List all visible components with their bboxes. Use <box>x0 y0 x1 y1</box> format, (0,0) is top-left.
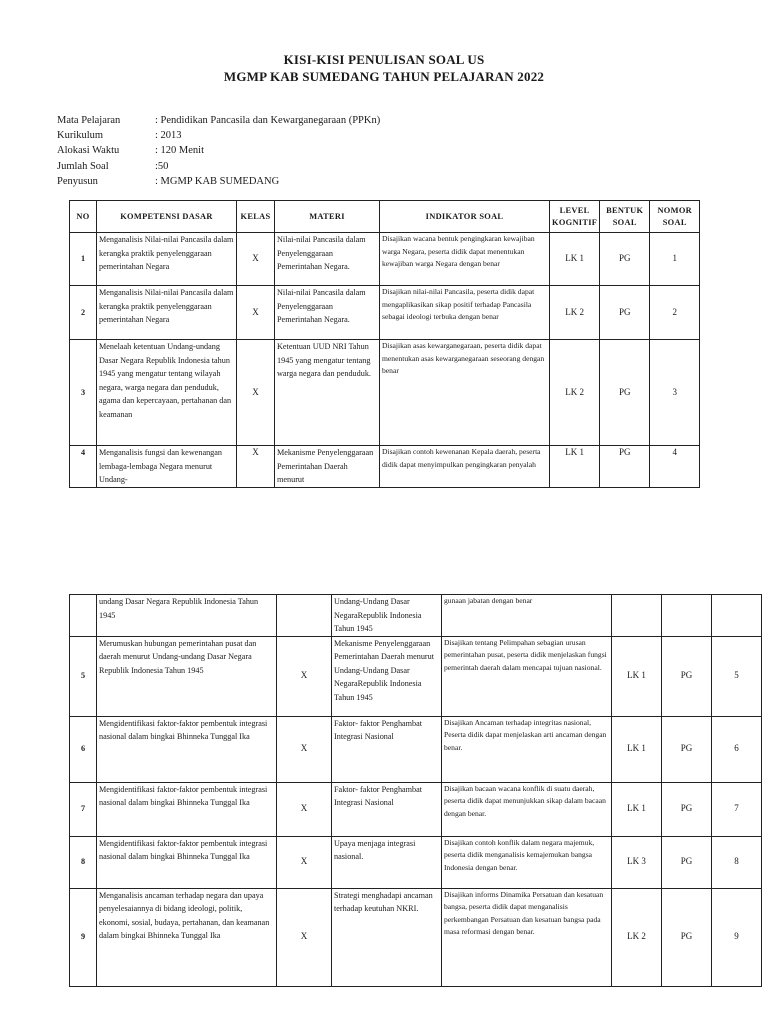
cell-kompetensi: Menganalisis fungsi dan kewenangan lembaga-lembaga Negara menurut Undang- <box>97 446 237 488</box>
cell-materi: Mekanisme Penyelenggaraan Pemerintahan Daerah menurut <box>275 446 380 488</box>
meta-value: : 2013 <box>155 130 182 142</box>
table-row <box>70 716 762 782</box>
cell-kompetensi: Menganalisis ancaman terhadap negara dan upaya penyelesaiannya di bidang ideologi, politik, ekonomi, sosial, budaya, pertahanan, dan keamanan dalam bingkai Bhinneka Tunggal Ika <box>97 888 277 986</box>
cell-bentuk: PG <box>662 836 712 888</box>
cell-bentuk: PG <box>600 286 650 340</box>
header-level: LEVEL KOGNITIF <box>550 201 600 233</box>
cell-kelas: X <box>277 716 332 782</box>
header-kompetensi: KOMPETENSI DASAR <box>97 201 237 233</box>
cell-no: 5 <box>70 636 97 716</box>
cell-nomor: 3 <box>650 340 700 446</box>
table-row <box>70 340 700 446</box>
document-title-line2: MGMP KAB SUMEDANG TAHUN PELAJARAN 2022 <box>223 69 545 84</box>
cell-indikator: Disajikan contoh konflik dalam negara majemuk, peserta didik menganalisis kemajemukan bangsa Indonesia dengan benar. <box>442 836 612 888</box>
cell-level: LK 1 <box>550 446 600 488</box>
table-row <box>70 782 762 836</box>
cell-no: 1 <box>70 233 97 286</box>
cell-indikator: Disajikan nilai-nilai Pancasila, peserta didik dapat mengaplikasikan sikap positif terhadap Pancasila sebagai ideologi terbuka dengan benar <box>380 286 550 340</box>
cell-nomor: 8 <box>712 836 762 888</box>
cell-indikator: Disajikan contoh kewenanan Kepala daerah, peserta didik dapat menyimpulkan pengingkaran penyalah <box>380 446 550 488</box>
cell-indikator: Disajikan Ancaman terhadap integritas nasional, Peserta didik dapat menjelaskan arti ancaman dengan benar. <box>442 716 612 782</box>
cell-level: LK 2 <box>550 340 600 446</box>
cell-no: 3 <box>70 340 97 446</box>
cell-level: LK 1 <box>612 636 662 716</box>
cell-no: 6 <box>70 716 97 782</box>
cell-kompetensi: Mengidentifikasi faktor-faktor pembentuk integrasi nasional dalam bingkai Bhinneka Tunggal Ika <box>97 836 277 888</box>
cell-level: LK 2 <box>550 286 600 340</box>
table-row <box>70 836 762 888</box>
cell-nomor: 1 <box>650 233 700 286</box>
meta-label: Alokasi Waktu <box>57 145 120 157</box>
cell-materi: Nilai-nilai Pancasila dalam Penyelenggaraan Pemerintahan Negara. <box>275 233 380 286</box>
header-no: NO <box>70 201 97 233</box>
header-nomor: NOMOR SOAL <box>650 201 700 233</box>
cell-materi: Upaya menjaga integrasi nasional. <box>332 836 442 888</box>
cell-kelas: X <box>237 446 275 488</box>
cell-nomor <box>712 595 762 637</box>
meta-value: : Pendidikan Pancasila dan Kewarganegaraan (PPKn) <box>155 115 381 126</box>
cell-kompetensi: Mengidentifikasi faktor-faktor pembentuk integrasi nasional dalam bingkai Bhinneka Tunggal Ika <box>97 782 277 836</box>
cell-materi: Undang-Undang Dasar NegaraRepublik Indonesia Tahun 1945 <box>332 595 442 637</box>
cell-level: LK 1 <box>550 233 600 286</box>
cell-kelas <box>277 595 332 637</box>
cell-level: LK 1 <box>612 782 662 836</box>
meta-value: : 120 Menit <box>155 145 204 157</box>
cell-bentuk <box>662 595 712 637</box>
cell-no: 8 <box>70 836 97 888</box>
cell-bentuk: PG <box>600 233 650 286</box>
meta-row <box>57 174 380 189</box>
table-header-row <box>70 201 700 233</box>
cell-no <box>70 595 97 637</box>
header-indikator: INDIKATOR SOAL <box>380 201 550 233</box>
cell-kelas: X <box>277 836 332 888</box>
cell-kompetensi: Menganalisis Nilai-nilai Pancasila dalam kerangka praktik penyelenggaraan pemerintahan Negara <box>97 286 237 340</box>
cell-indikator: Disajikan tentang Pelimpahan sebagian urusan pemerintahan pusat, peserta didik menjelaskan fungsi pemerintah daerah dalam mencapai tujuan nasional. <box>442 636 612 716</box>
cell-no: 9 <box>70 888 97 986</box>
meta-label: Mata Pelajaran <box>57 115 121 126</box>
cell-materi: Nilai-nilai Pancasila dalam Penyelenggaraan Pemerintahan Negara. <box>275 286 380 340</box>
cell-nomor: 9 <box>712 888 762 986</box>
kisi-kisi-table-page1 <box>69 200 700 488</box>
cell-materi: Faktor- faktor Penghambat Integrasi Nasional <box>332 782 442 836</box>
cell-bentuk: PG <box>662 636 712 716</box>
cell-kelas: X <box>277 636 332 716</box>
meta-row <box>57 143 380 158</box>
cell-no: 7 <box>70 782 97 836</box>
cell-materi: Ketentuan UUD NRI Tahun 1945 yang mengatur tentang warga negara dan penduduk. <box>275 340 380 446</box>
table-row <box>70 888 762 986</box>
cell-no: 2 <box>70 286 97 340</box>
cell-kelas: X <box>237 340 275 446</box>
cell-level: LK 1 <box>612 716 662 782</box>
cell-kompetensi: Merumuskan hubungan pemerintahan pusat dan daerah menurut Undang-undang Dasar Negara Republik Indonesia Tahun 1945 <box>97 636 277 716</box>
cell-bentuk: PG <box>662 782 712 836</box>
cell-nomor: 2 <box>650 286 700 340</box>
cell-bentuk: PG <box>662 888 712 986</box>
header-materi: MATERI <box>275 201 380 233</box>
cell-materi: Mekanisme Penyelenggaraan Pemerintahan Daerah menurut Undang-Undang Dasar NegaraRepublik Indonesia Tahun 1945 <box>332 636 442 716</box>
cell-kelas: X <box>277 888 332 986</box>
cell-nomor: 4 <box>650 446 700 488</box>
header-kelas: KELAS <box>237 201 275 233</box>
header-bentuk: BENTUK SOAL <box>600 201 650 233</box>
table-row <box>70 233 700 286</box>
meta-row <box>57 113 380 128</box>
cell-indikator: Disajikan bacaan wacana konflik di suatu daerah, peserta didik dapat menunjukkan sikap dalam bacaan dengan benar. <box>442 782 612 836</box>
cell-bentuk: PG <box>662 716 712 782</box>
meta-value: :50 <box>155 160 169 172</box>
cell-kelas: X <box>237 233 275 286</box>
document-title-line1: KISI-KISI PENULISAN SOAL US <box>283 52 485 67</box>
cell-kelas: X <box>277 782 332 836</box>
cell-nomor: 6 <box>712 716 762 782</box>
meta-label: Kurikulum <box>57 130 104 142</box>
cell-indikator: gunaan jabatan dengan benar <box>442 595 612 637</box>
cell-indikator: Disajikan asas kewarganegaraan, peserta didik dapat menentukan asas kewarganegaraan seseorang dengan benar <box>380 340 550 446</box>
meta-row <box>57 128 380 143</box>
cell-indikator: Disajikan informs Dinamika Persatuan dan kesatuan bangsa, peserta didik dapat menganalisis perkembangan Persatuan dan kesatuan bangsa pada masa reformasi dengan benar. <box>442 888 612 986</box>
document-metadata <box>57 113 380 189</box>
cell-level <box>612 595 662 637</box>
cell-kompetensi: undang Dasar Negara Republik Indonesia Tahun 1945 <box>97 595 277 637</box>
cell-level: LK 2 <box>612 888 662 986</box>
cell-materi: Faktor- faktor Penghambat Integrasi Nasional <box>332 716 442 782</box>
table-row <box>70 446 700 488</box>
cell-kompetensi: Mengidentifikasi faktor-faktor pembentuk integrasi nasional dalam bingkai Bhinneka Tunggal Ika <box>97 716 277 782</box>
cell-nomor: 7 <box>712 782 762 836</box>
cell-bentuk: PG <box>600 340 650 446</box>
cell-kompetensi: Menelaah ketentuan Undang-undang Dasar Negara Republik Indonesia tahun 1945 yang mengatur tentang wilayah negara, warga negara dan penduduk, agama dan kepercayaan, pertahanan dan keamanan <box>97 340 237 446</box>
meta-value: : MGMP KAB SUMEDANG <box>155 175 280 187</box>
meta-label: Jumlah Soal <box>57 160 109 172</box>
table-row <box>70 595 762 637</box>
cell-nomor: 5 <box>712 636 762 716</box>
cell-no: 4 <box>70 446 97 488</box>
cell-level: LK 3 <box>612 836 662 888</box>
cell-kompetensi: Menganalisis Nilai-nilai Pancasila dalam kerangka praktik penyelenggaraan pemerintahan Negara <box>97 233 237 286</box>
meta-row <box>57 159 380 174</box>
meta-label: Penyusun <box>57 175 98 187</box>
cell-bentuk: PG <box>600 446 650 488</box>
cell-indikator: Disajikan wacana bentuk pengingkaran kewajiban warga Negara, peserta didik dapat menentukan kewajiban warga Negara dengan benar <box>380 233 550 286</box>
cell-materi: Strategi menghadapi ancaman terhadap keutuhan NKRI. <box>332 888 442 986</box>
table-row <box>70 636 762 716</box>
kisi-kisi-table-page2 <box>69 594 762 987</box>
table-row <box>70 286 700 340</box>
cell-kelas: X <box>237 286 275 340</box>
